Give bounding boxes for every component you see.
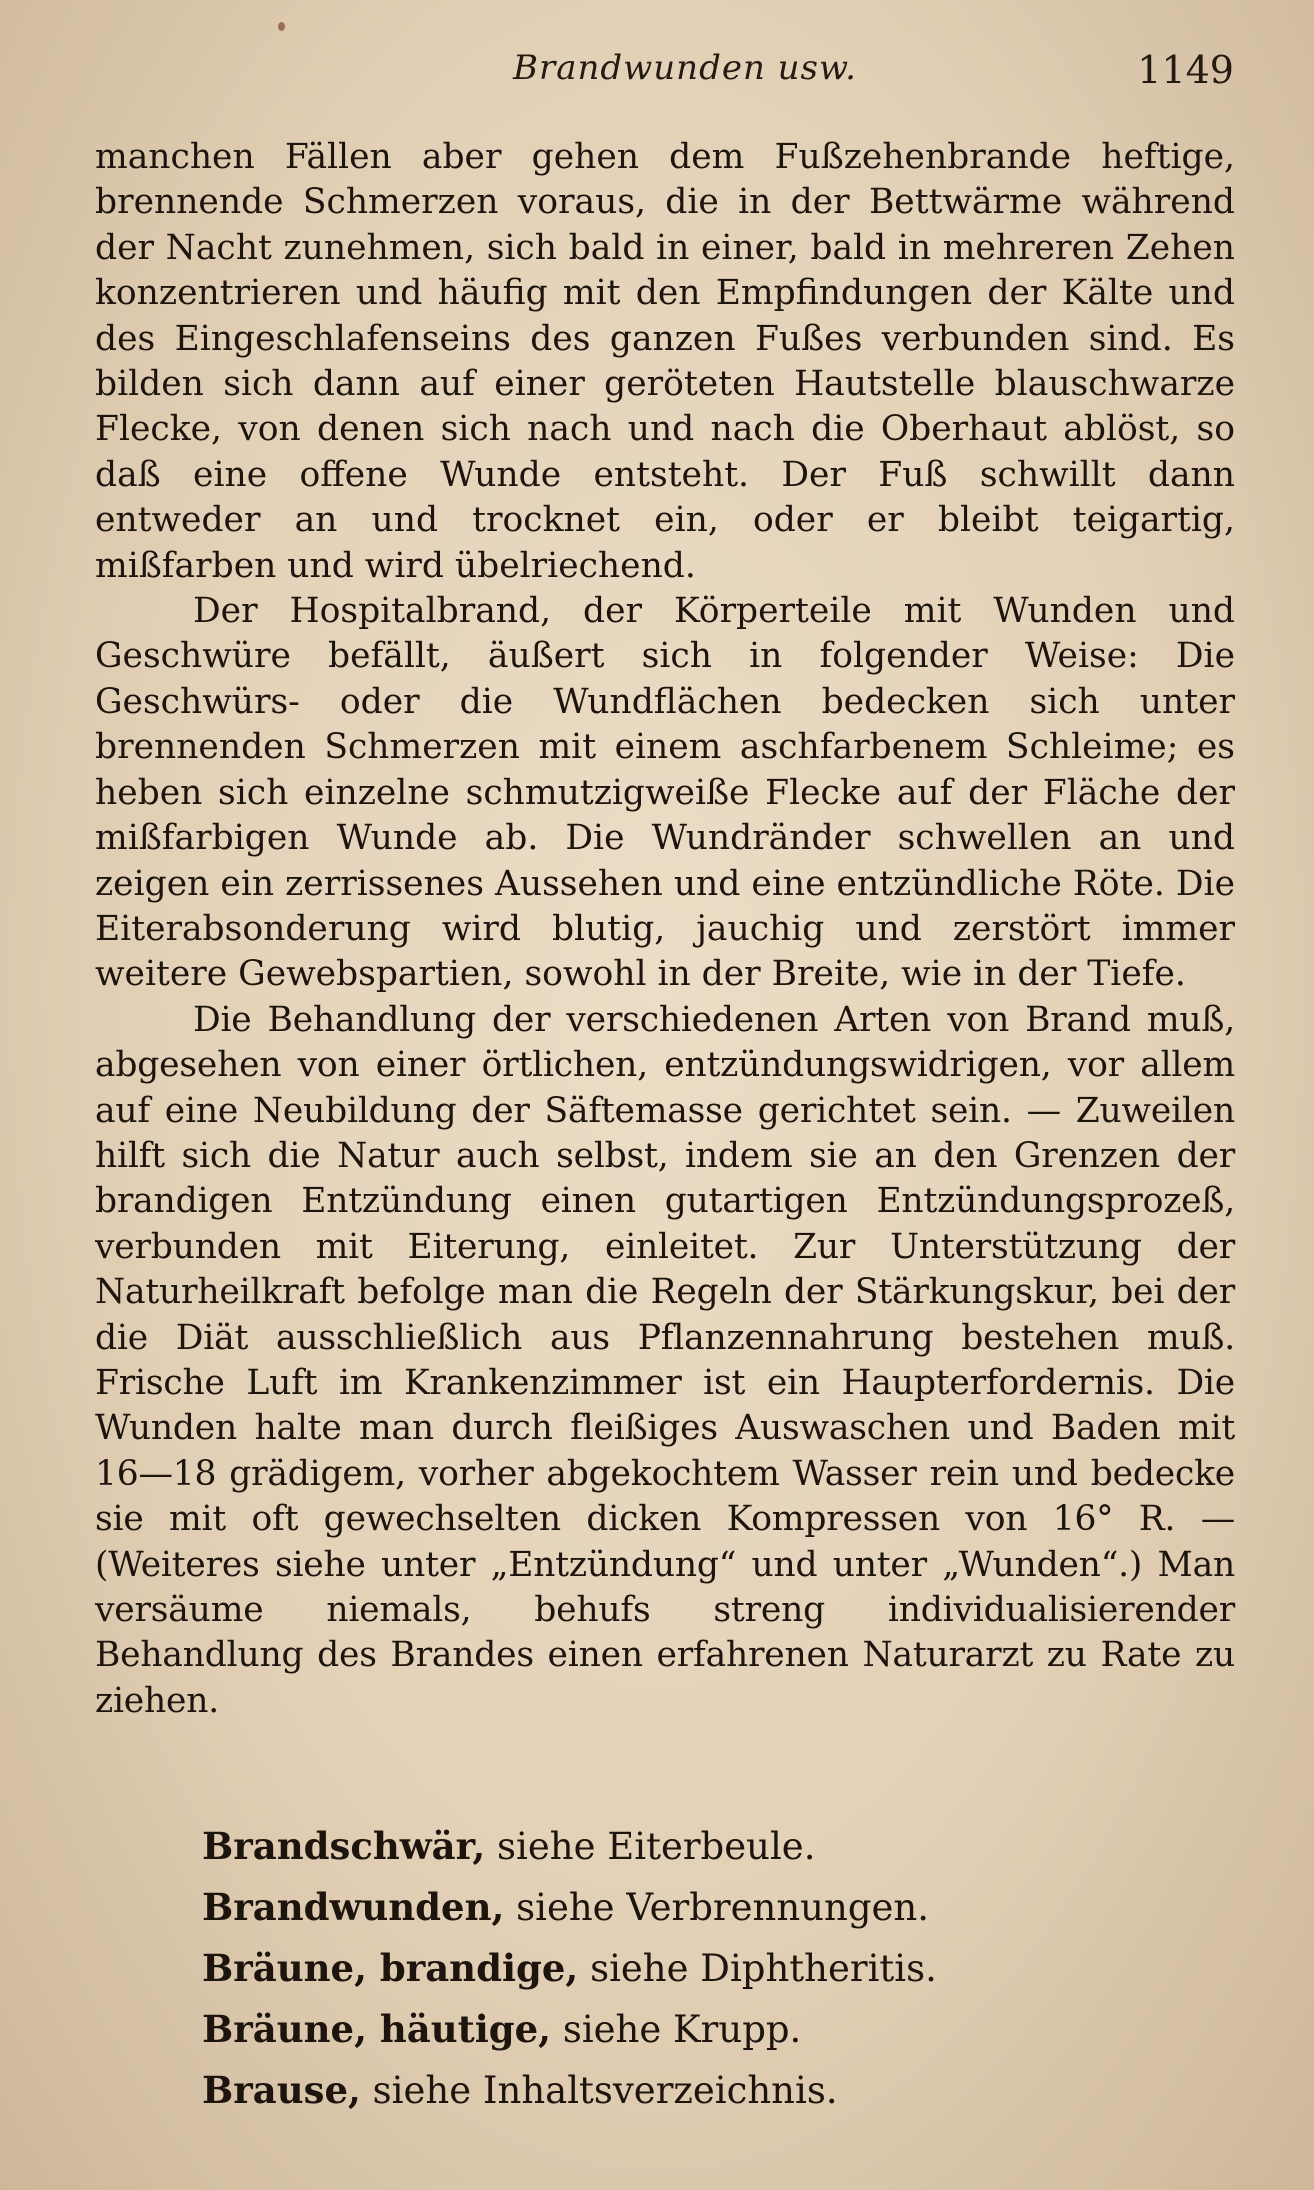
cross-reference-list (202, 1816, 1202, 2121)
entry-headword: Brause, (202, 2068, 361, 2112)
entry-reference: siehe Verbrennungen. (516, 1886, 929, 1929)
paragraph-fusszehenbrand: manchen Fällen aber gehen dem Fußzehenbrande heftige, brennende Schmerzen voraus, die in der Bettwärme während der Nacht zunehmen, sich bald in einer, bald in mehreren Zehen konzentrieren und häufig mit den Empfindungen der Kälte und des Eingeschlafenseins des ganzen Fußes verbunden sind. Es bilden sich dann auf einer geröteten Hautstelle blauschwarze Flecke, von denen sich nach und nach die Oberhaut ablöst, so daß eine offene Wunde entsteht. Der Fuß schwillt dann entweder an und trocknet ein, oder er bleibt teigartig, mißfarben und wird übelriechend. (95, 137, 1235, 586)
entry-braeune-brandige (202, 1938, 1202, 1999)
entry-brandschwaer (202, 1816, 1202, 1877)
entry-headword: Bräune, brandige, (202, 1946, 579, 1990)
entry-headword: Brandschwär, (202, 1824, 486, 1868)
entry-reference: siehe Eiterbeule. (497, 1825, 816, 1868)
page-number: 1149 (1137, 48, 1234, 92)
page-header (95, 48, 1234, 98)
entry-headword: Brandwunden, (202, 1885, 505, 1929)
entry-brause (202, 2060, 1202, 2121)
entry-braeune-haeutige (202, 1999, 1202, 2060)
entry-brandwunden (202, 1877, 1202, 1938)
entry-reference: siehe Inhaltsverzeichnis. (372, 2069, 838, 2112)
paragraph-behandlung: Die Behandlung der verschiedenen Arten von Brand muß, abgesehen von einer örtlichen, entzündungswidrigen, vor allem auf eine Neubildung der Säftemasse gerichtet sein. — Zuweilen hilft sich die Natur auch selbst, indem sie an den Grenzen der brandigen Entzündung einen gutartigen Entzündungsprozeß, verbunden mit Eiterung, einleitet. Zur Unterstützung der Naturheilkraft befolge man die Regeln der Stärkungskur, bei der die Diät ausschließlich aus Pflanzennahrung bestehen muß. Frische Luft im Krankenzimmer ist ein Haupterfordernis. Die Wunden halte man durch fleißiges Auswaschen und Baden mit 16—18 grädigem, vorher abgekochtem Wasser rein und bedecke sie mit oft gewechselten dicken Kompressen von 16° R. — (Weiteres siehe unter „Entzündung“ und unter „Wunden“.) Man versäume niemals, behufs streng individualisierender Behandlung des Brandes einen erfahrenen Naturarzt zu Rate zu ziehen. (95, 999, 1235, 1721)
entry-headword: Bräune, häutige, (202, 2007, 552, 2051)
running-head: Brandwunden usw. (513, 48, 857, 88)
entry-reference: siehe Krupp. (562, 2008, 802, 2051)
paragraph-hospitalbrand: Der Hospitalbrand, der Körperteile mit Wunden und Geschwüre befällt, äußert sich in folgender Weise: Die Geschwürs- oder die Wundflächen bedecken sich unter brennenden Schmerzen mit einem aschfarbenem Schleime; es heben sich einzelne schmutzigweiße Flecke auf der Fläche der mißfarbigen Wunde ab. Die Wundränder schwellen an und zeigen ein zerrissenes Aussehen und eine entzündliche Röte. Die Eiterabsonderung wird blutig, jauchig und zerstört immer weitere Gewebspartien, sowohl in der Breite, wie in der Tiefe. (95, 591, 1235, 995)
page-speck (278, 22, 285, 31)
main-text (95, 135, 1235, 1724)
entry-reference: siehe Diphtheritis. (590, 1947, 937, 1990)
